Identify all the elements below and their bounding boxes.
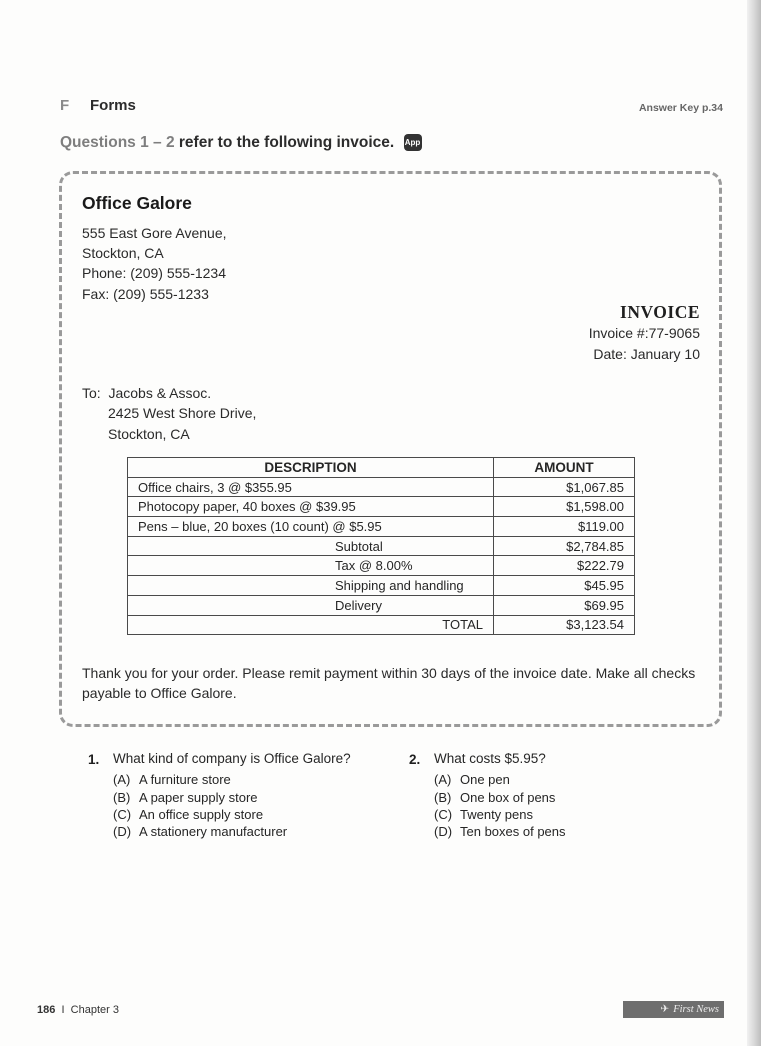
answer-key-reference: Answer Key p.34 bbox=[638, 102, 723, 114]
scan-edge-shadow bbox=[747, 0, 761, 1046]
table-row bbox=[128, 595, 635, 615]
option-letter: (A) bbox=[434, 772, 452, 787]
questions-instruction bbox=[60, 134, 422, 152]
description-header: DESCRIPTION bbox=[128, 458, 494, 478]
thank-you-note: Thank you for your order. Please remit payment within 30 days of the invoice date. Make all checks payable to Office Galore. bbox=[82, 665, 696, 701]
answer-option[interactable] bbox=[434, 807, 533, 822]
company-address-line: Stockton, CA bbox=[82, 245, 164, 261]
question-1 bbox=[88, 751, 99, 769]
question-number: 1. bbox=[88, 752, 100, 767]
total-amount: $3,123.54 bbox=[494, 615, 635, 635]
footer-separator: I bbox=[61, 1004, 65, 1016]
charge-amount: $222.79 bbox=[494, 556, 635, 576]
table-row bbox=[128, 517, 635, 537]
item-description: Office chairs, 3 @ $355.95 bbox=[128, 477, 494, 497]
item-description: Photocopy paper, 40 boxes @ $39.95 bbox=[128, 497, 494, 517]
charge-amount: $2,784.85 bbox=[494, 536, 635, 556]
recipient-line bbox=[82, 385, 211, 401]
charge-label: Delivery bbox=[128, 595, 494, 615]
section-title: Forms bbox=[90, 97, 136, 114]
option-text: Ten boxes of pens bbox=[460, 824, 566, 839]
answer-option[interactable] bbox=[113, 772, 231, 787]
answer-option[interactable] bbox=[434, 772, 510, 787]
recipient-name: Jacobs & Assoc. bbox=[108, 385, 212, 401]
total-label: TOTAL bbox=[128, 615, 494, 635]
option-text: A furniture store bbox=[139, 772, 231, 787]
table-row bbox=[128, 477, 635, 497]
charge-label: Shipping and handling bbox=[128, 576, 494, 596]
total-row bbox=[128, 615, 635, 635]
item-amount: $1,067.85 bbox=[494, 477, 635, 497]
charge-label: Subtotal bbox=[128, 536, 494, 556]
option-letter: (C) bbox=[113, 807, 132, 822]
option-letter: (B) bbox=[113, 790, 131, 805]
table-row bbox=[128, 576, 635, 596]
question-text: What kind of company is Office Galore? bbox=[113, 751, 351, 766]
app-icon[interactable]: App bbox=[404, 134, 422, 151]
option-letter: (B) bbox=[434, 790, 452, 805]
section-letter: F bbox=[60, 97, 70, 114]
option-letter: (A) bbox=[113, 772, 131, 787]
option-letter: (C) bbox=[434, 807, 453, 822]
charge-amount: $45.95 bbox=[494, 576, 635, 596]
company-name: Office Galore bbox=[82, 193, 192, 213]
answer-option[interactable] bbox=[434, 790, 555, 805]
page-number: 186 bbox=[37, 1004, 56, 1016]
answer-option[interactable] bbox=[434, 824, 566, 839]
amount-header: AMOUNT bbox=[494, 458, 635, 478]
answer-option[interactable] bbox=[113, 790, 258, 805]
recipient-address-line: 2425 West Shore Drive, bbox=[108, 405, 257, 421]
invoice-table bbox=[127, 457, 635, 635]
option-text: An office supply store bbox=[139, 807, 264, 822]
chapter-label: Chapter 3 bbox=[70, 1004, 119, 1016]
option-text: A stationery manufacturer bbox=[139, 824, 288, 839]
invoice-date: Date: January 10 bbox=[593, 346, 700, 362]
charge-amount: $69.95 bbox=[494, 595, 635, 615]
table-row bbox=[128, 497, 635, 517]
question-text: What costs $5.95? bbox=[434, 751, 546, 766]
option-letter: (D) bbox=[113, 824, 132, 839]
option-text: A paper supply store bbox=[139, 790, 258, 805]
to-label: To: bbox=[82, 385, 101, 401]
company-address-line: 555 East Gore Avenue, bbox=[82, 225, 227, 241]
questions-instruction-text: refer to the following invoice. bbox=[178, 134, 395, 151]
option-letter: (D) bbox=[434, 824, 453, 839]
question-2 bbox=[409, 751, 420, 769]
page-footer bbox=[37, 1004, 119, 1016]
table-row bbox=[128, 536, 635, 556]
option-text: Twenty pens bbox=[460, 807, 533, 822]
option-text: One box of pens bbox=[460, 790, 556, 805]
option-text: One pen bbox=[460, 772, 510, 787]
question-number: 2. bbox=[409, 752, 421, 767]
invoice-number: Invoice #:77-9065 bbox=[588, 325, 700, 341]
answer-option[interactable] bbox=[113, 807, 263, 822]
publisher-name: First News bbox=[673, 1004, 719, 1015]
company-phone: Phone: (209) 555-1234 bbox=[82, 265, 226, 281]
charge-label: Tax @ 8.00% bbox=[128, 556, 494, 576]
table-header-row bbox=[128, 458, 635, 478]
item-description: Pens – blue, 20 boxes (10 count) @ $5.95 bbox=[128, 517, 494, 537]
table-row bbox=[128, 556, 635, 576]
publisher-logo bbox=[623, 1001, 724, 1018]
answer-option[interactable] bbox=[113, 824, 287, 839]
item-amount: $1,598.00 bbox=[494, 497, 635, 517]
company-fax: Fax: (209) 555-1233 bbox=[82, 286, 209, 302]
questions-range: Questions 1 – 2 bbox=[60, 134, 175, 151]
star-icon: ✈ bbox=[660, 1004, 670, 1015]
recipient-address-line: Stockton, CA bbox=[108, 426, 190, 442]
invoice-title: INVOICE bbox=[620, 302, 700, 322]
item-amount: $119.00 bbox=[494, 517, 635, 537]
